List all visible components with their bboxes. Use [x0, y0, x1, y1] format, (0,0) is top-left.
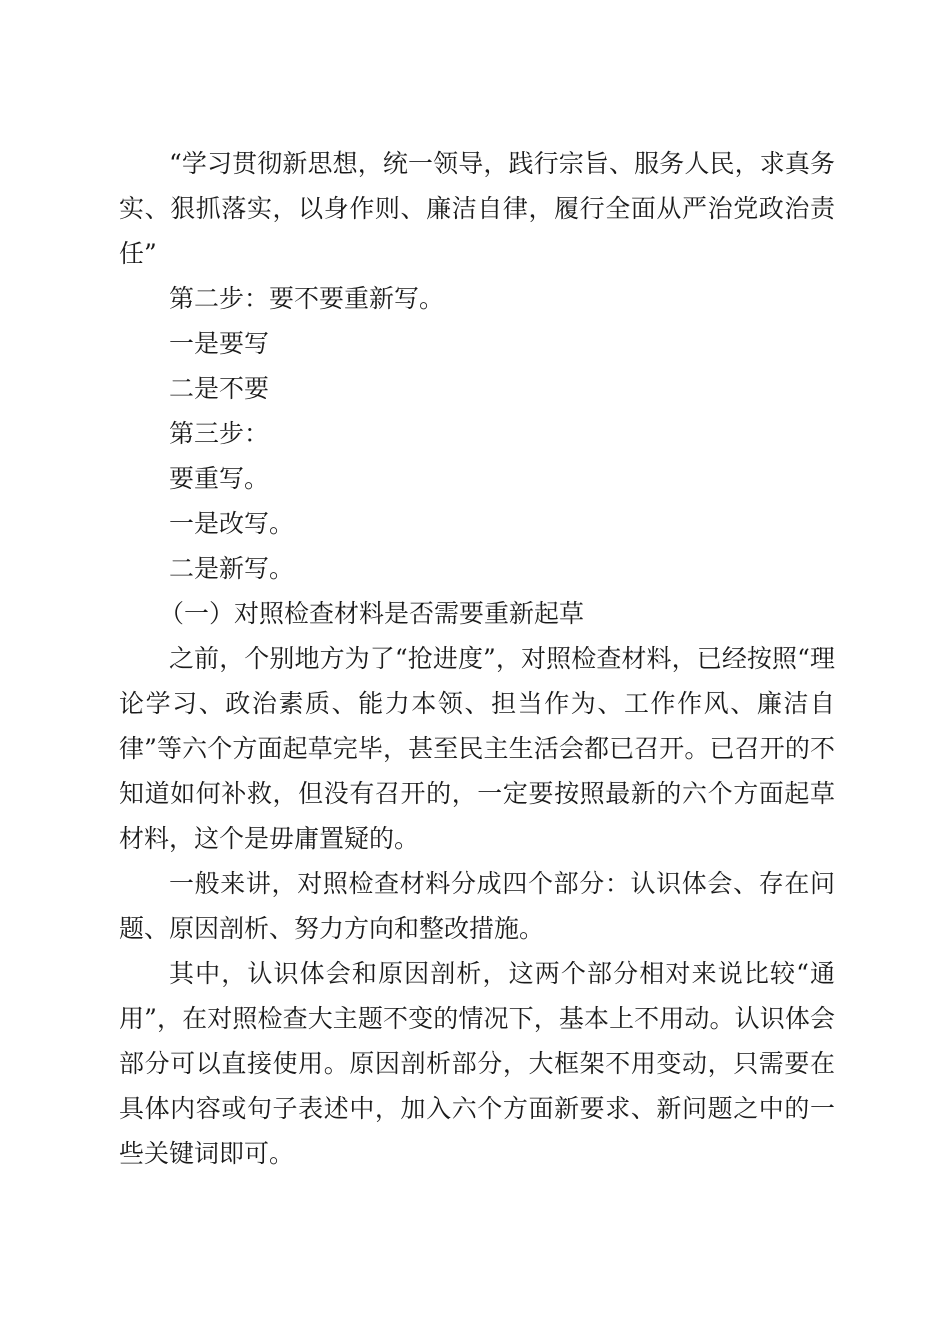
- list-item: 二是新写。: [169, 554, 295, 583]
- step-two-heading: 第二步：要不要重新写。: [169, 284, 445, 313]
- step-three-heading: 第三步：: [169, 419, 270, 448]
- document-page: [119, 141, 835, 1176]
- body-paragraph: 一般来讲，对照检查材料分成四个部分：认识体会、存在问题、原因剖析、努力方向和整改措施。: [119, 869, 835, 943]
- quote-paragraph: “学习贯彻新思想，统一领导，践行宗旨、服务人民，求真务实、狠抓落实，以身作则、廉洁自律，履行全面从严治党政治责任”: [119, 149, 835, 268]
- list-item: 一是改写。: [169, 509, 295, 538]
- list-item: 二是不要: [169, 374, 270, 403]
- list-item: 要重写。: [169, 464, 270, 493]
- section-heading: （一）对照检查材料是否需要重新起草: [159, 599, 585, 628]
- body-paragraph: 之前，个别地方为了“抢进度”，对照检查材料，已经按照“理论学习、政治素质、能力本领、担当作为、工作作风、廉洁自律”等六个方面起草完毕，甚至民主生活会都已召开。已召开的不知道如何补救，但没有召开的，一定要按照最新的六个方面起草材料，这个是毋庸置疑的。: [119, 644, 835, 853]
- list-item: 一是要写: [169, 329, 270, 358]
- body-paragraph: 其中，认识体会和原因剖析，这两个部分相对来说比较“通用”，在对照检查大主题不变的情况下，基本上不用动。认识体会部分可以直接使用。原因剖析部分，大框架不用变动，只需要在具体内容或句子表述中，加入六个方面新要求、新问题之中的一些关键词即可。: [119, 959, 835, 1168]
